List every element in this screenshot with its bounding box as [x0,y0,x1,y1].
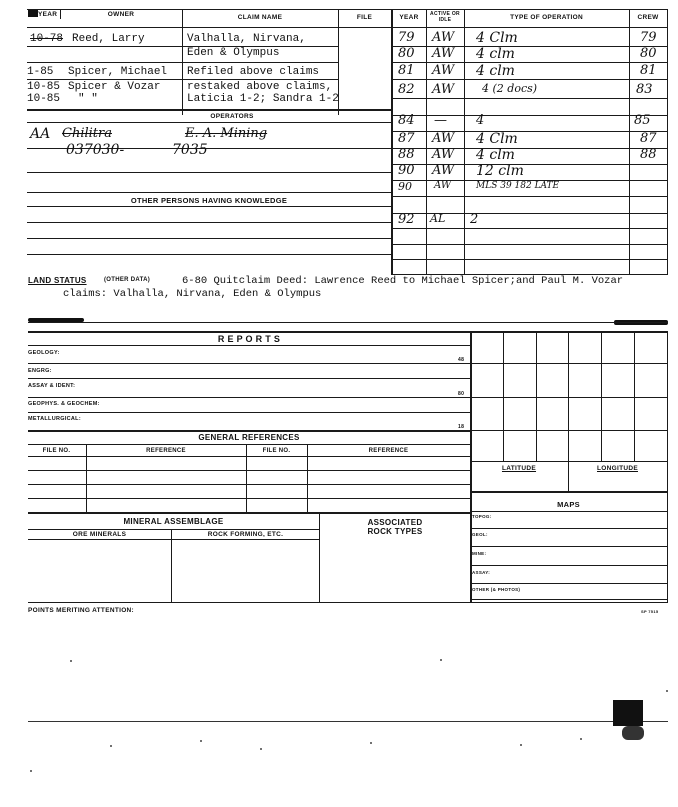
ref-col-reference-2: REFERENCE [368,448,409,454]
header-type-operation: TYPE OF OPERATION [510,14,583,21]
report-row-label: ENGRG: [28,368,52,374]
op-crew: 88 [640,147,657,162]
divider [667,331,668,602]
row-line [28,512,470,514]
op-year: 90 [398,180,412,193]
op-type: 4 [476,113,485,128]
land-status-line-2: claims: Valhalla, Nirvana, Eden & Olympus [63,288,322,300]
row-line [28,444,470,445]
op-type: 4 clm [476,63,515,79]
row-line [28,430,470,432]
map-item-label: ASSAY: [472,570,491,575]
owner-row-owner: Spicer, Michael [68,66,168,78]
row-line [470,565,667,566]
mineral-assemblage-title: MINERAL ASSEMBLAGE [123,517,224,526]
row-line [27,46,338,47]
op-status: AW [432,131,455,146]
owner-row-owner: " " [78,93,98,105]
form-number: SP 7515 [641,609,659,614]
op-year: 82 [398,82,415,97]
operator-number-a: 037030- [66,142,125,158]
report-row-number: 18 [458,424,465,430]
scan-speck [70,660,72,662]
row-line [470,583,667,584]
land-status-label: LAND STATUS [28,276,87,285]
scan-speck [666,690,668,692]
operator-number-b: 7035 [172,142,208,158]
report-row-number: 48 [458,357,465,363]
header-owner: OWNER [107,11,135,18]
divider [86,444,87,512]
row-line [470,528,667,529]
scan-speck [200,740,202,742]
row-line [28,397,470,398]
map-item-label: OTHER (& PHOTOS) [472,587,521,592]
divider [601,331,602,461]
scan-speck [370,742,372,744]
scan-speck [110,745,112,747]
row-line [470,397,667,398]
reports-top-line [28,331,668,333]
land-status-sublabel: (OTHER DATA) [104,277,151,283]
divider [503,331,504,461]
row-line [470,430,667,431]
op-crew: 79 [640,30,657,45]
row-line [28,529,319,530]
op-type: 4 clm [476,46,515,62]
header-claim-name: CLAIM NAME [237,14,283,21]
report-row-label: GEOPHYS. & GEOCHEM: [28,401,100,407]
op-status: AW [432,82,455,97]
row-line [391,196,668,197]
row-line [391,98,668,99]
divider [464,9,465,274]
op-crew: 85 [634,113,651,128]
row-line [27,254,391,255]
op-year: 88 [398,147,415,162]
row-line [27,79,338,80]
op-status: AW [432,30,455,45]
op-type: 4 Clm [476,131,518,147]
divider [629,9,630,274]
op-year: 84 [398,113,415,128]
owner-row-year: 10-85 [27,81,61,93]
row-line [28,484,470,485]
owner-row-year: 10-85 [27,93,61,105]
row-line [28,363,470,364]
ref-col-file-no-2: FILE NO. [262,448,291,454]
ref-col-file-no: FILE NO. [42,448,71,454]
divider [536,331,537,461]
owner-row-claim: Laticia 1-2; Sandra 1-2 [187,93,339,105]
scan-speck [580,738,582,740]
op-type: 2 [470,212,479,227]
owner-row-claim: Eden & Olympus [187,47,280,59]
maps-title: MAPS [557,500,580,509]
op-year: 90 [398,163,415,178]
op-crew: 83 [636,82,653,97]
divider [634,331,635,461]
row-line [470,461,667,462]
row-line [470,491,667,493]
points-meriting-attention-label: POINTS MERITING ATTENTION: [28,607,135,614]
top-border [27,9,668,10]
op-status: AW [432,147,455,162]
row-line [27,122,391,123]
row-line [28,456,470,457]
row-line [391,79,668,80]
section-line [28,602,668,603]
latitude-label: LATITUDE [501,465,537,472]
op-status: AW [432,163,455,178]
section-line [28,322,668,323]
op-status: AL [430,212,446,225]
op-type: 4 Clm [476,30,518,46]
row-line [391,244,668,245]
row-line [391,259,668,260]
map-item-label: MINE: [472,551,487,556]
divider [426,9,427,274]
op-status: AW [434,180,452,191]
op-year: 87 [398,131,415,146]
owner-row-claim: Refiled above claims [187,66,320,78]
general-references-title: GENERAL REFERENCES [198,433,300,442]
map-item-label: TOPOG: [472,514,492,519]
divider [246,444,247,512]
op-year: 79 [398,30,415,45]
row-line [27,62,338,63]
report-row-label: GEOLOGY: [28,350,60,356]
rock-types-label: ROCK TYPES [367,527,423,536]
scan-speck [260,748,262,750]
divider [171,529,172,602]
header-active-idle: ACTIVE OR IDLE [430,11,460,23]
op-type: 4 clm [476,147,515,163]
op-status: AW [432,46,455,61]
owner-row-owner: Spicer & Vozar [68,81,161,93]
owner-row-owner: Reed, Larry [72,33,145,45]
header-year-2: YEAR [399,14,419,21]
header-year: YEAR [38,11,58,18]
ref-col-reference: REFERENCE [146,448,186,454]
op-year: 80 [398,46,415,61]
row-line [27,172,391,173]
report-row-label: METALLURGICAL: [28,416,81,422]
scan-blot [622,726,644,740]
report-row-label: ASSAY & IDENT: [28,383,76,389]
owner-row-claim: Valhalla, Nirvana, [187,33,306,45]
row-line [28,378,470,379]
row-line [391,115,668,116]
row-line [470,511,667,512]
op-crew: 81 [640,63,657,78]
row-line [28,498,470,499]
op-year: 92 [398,212,415,227]
op-type: MLS 39 182 LATE [476,181,560,191]
report-row-number: 80 [458,391,465,397]
scan-blot [613,700,643,726]
land-status-line-1: 6-80 Quitclaim Deed: Lawrence Reed to Michael Spicer;and Paul M. Vozar [182,275,624,287]
operator-struck-name: Chilitra [62,126,112,141]
reports-title: R E P O R T S [217,334,281,344]
map-item-label: GEOL: [472,532,488,537]
other-persons-label: OTHER PERSONS HAVING KNOWLEDGE [130,196,288,205]
op-status: — [434,113,447,128]
op-status: AW [432,63,455,78]
bottom-line [28,721,668,722]
row-line [470,599,667,600]
scan-speck [440,659,442,661]
row-line [27,206,391,207]
owner-row-year: 1-85 [27,66,54,78]
operator-code: AA [30,126,51,142]
row-line [470,363,667,364]
row-line [28,412,470,413]
owner-row-claim: restaked above claims, [187,81,333,93]
header-file: FILE [356,14,373,21]
row-line [27,109,391,111]
row-line [28,470,470,471]
ore-minerals-label: ORE MINERALS [72,531,127,538]
row-line [470,546,667,547]
op-year: 81 [398,63,415,78]
op-crew: 87 [640,131,657,146]
header-bottom-line [27,27,668,28]
associated-label: ASSOCIATED [367,518,423,527]
scan-speck [30,770,32,772]
operators-label: OPERATORS [210,113,254,120]
divider [319,512,320,602]
row-line [27,238,391,239]
operator-struck-name-2: E. A. Mining [185,126,268,141]
header-crew: CREW [637,14,659,21]
divider [307,444,308,512]
row-line [391,228,668,229]
op-type: 12 clm [476,163,524,179]
scan-speck [520,744,522,746]
divider [391,9,393,274]
divider [667,9,668,274]
longitude-label: LONGITUDE [597,465,638,472]
op-crew: 80 [640,46,657,61]
row-line [28,345,470,346]
row-line [28,539,319,540]
redaction-mark [28,10,38,17]
owner-row-year: 10-78 [30,33,64,45]
op-type: 4 (2 docs) [482,82,538,95]
row-line [27,192,391,193]
rock-forming-label: ROCK FORMING, ETC. [207,531,284,538]
row-line [27,222,391,223]
